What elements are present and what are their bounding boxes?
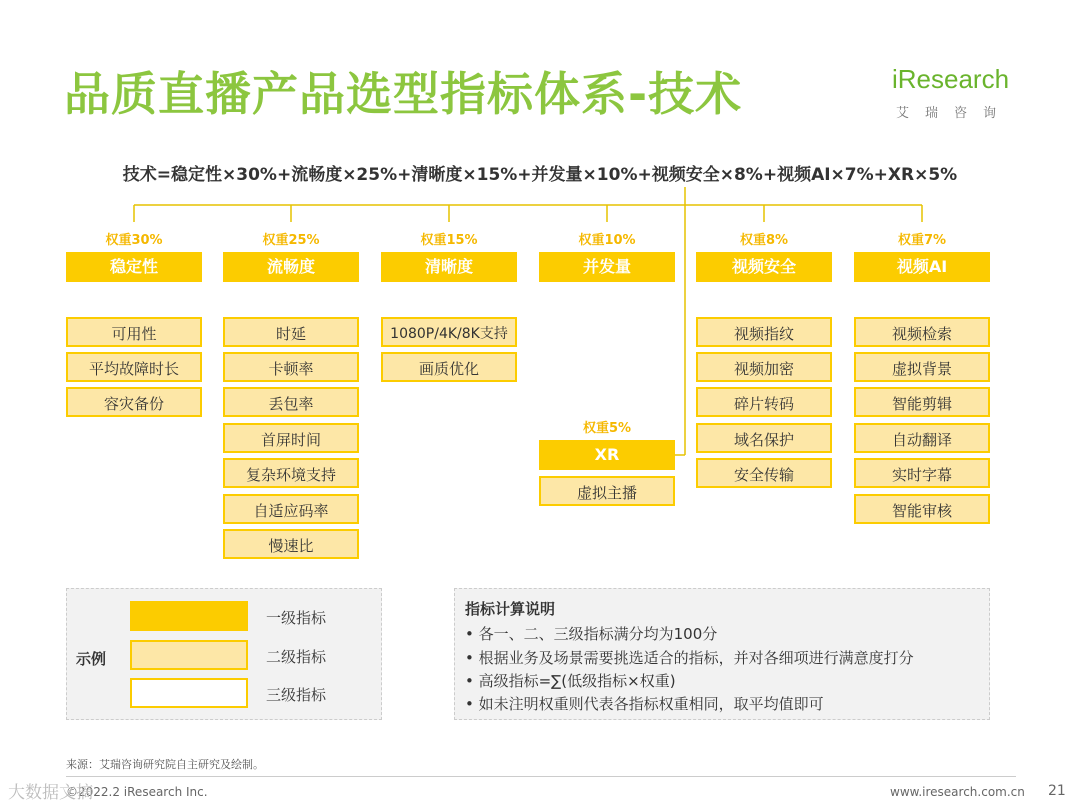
level2-item: 画质优化 bbox=[381, 352, 517, 382]
logo-wordmark: iResearch bbox=[892, 64, 1010, 94]
formula: 技术=稳定性×30%+流畅度×25%+清晰度×15%+并发量×10%+视频安全×8%+视频AI×7%+XR×5% bbox=[122, 165, 958, 185]
level1-fluency: 流畅度 bbox=[223, 252, 359, 282]
level2-item: 丢包率 bbox=[223, 387, 359, 417]
level2-item: 复杂环境支持 bbox=[223, 458, 359, 488]
watermark: 大数据文摘 bbox=[8, 783, 93, 803]
website-link[interactable]: www.iresearch.com.cn bbox=[890, 785, 1025, 799]
level2-item: 域名保护 bbox=[696, 423, 832, 453]
level1-xr: XR bbox=[539, 440, 675, 470]
level2-item: 1080P/4K/8K支持 bbox=[381, 317, 517, 347]
level2-item: 首屏时间 bbox=[223, 423, 359, 453]
weight-video-ai: 权重7% bbox=[897, 233, 947, 248]
level2-item: 虚拟背景 bbox=[854, 352, 990, 382]
weight-stability: 权重30% bbox=[105, 233, 163, 248]
level1-concurrency: 并发量 bbox=[539, 252, 675, 282]
legend-text-level3: 三级指标 bbox=[266, 686, 327, 704]
level2-item: 慢速比 bbox=[223, 529, 359, 559]
note-item: • 如未注明权重则代表各指标权重相同，取平均值即可 bbox=[465, 695, 824, 713]
legend-swatch-level2 bbox=[130, 640, 248, 670]
source-note: 来源：艾瑞咨询研究院自主研究及绘制。 bbox=[66, 758, 264, 771]
level2-item: 安全传输 bbox=[696, 458, 832, 488]
weight-clarity: 权重15% bbox=[420, 233, 478, 248]
legend-label: 示例 bbox=[76, 650, 107, 668]
weight-fluency: 权重25% bbox=[262, 233, 320, 248]
legend-text-level2: 二级指标 bbox=[266, 648, 327, 666]
note-item: • 高级指标=∑(低级指标×权重) bbox=[465, 672, 676, 690]
level1-stability: 稳定性 bbox=[66, 252, 202, 282]
footer-divider bbox=[66, 776, 1016, 777]
level2-item: 视频指纹 bbox=[696, 317, 832, 347]
level2-item: 卡顿率 bbox=[223, 352, 359, 382]
level2-item: 可用性 bbox=[66, 317, 202, 347]
notes-title: 指标计算说明 bbox=[465, 600, 556, 618]
level2-item: 自适应码率 bbox=[223, 494, 359, 524]
copyright: ©2022.2 iResearch Inc. bbox=[66, 785, 208, 799]
level1-clarity: 清晰度 bbox=[381, 252, 517, 282]
page-number: 21 bbox=[1048, 783, 1066, 799]
legend-text-level1: 一级指标 bbox=[266, 609, 327, 627]
note-item: • 各一、二、三级指标满分均为100分 bbox=[465, 625, 718, 643]
weight-video-security: 权重8% bbox=[739, 233, 789, 248]
weight-concurrency: 权重10% bbox=[578, 233, 636, 248]
level1-video-ai: 视频AI bbox=[854, 252, 990, 282]
level2-item: 实时字幕 bbox=[854, 458, 990, 488]
note-item: • 根据业务及场景需要挑选适合的指标，并对各细项进行满意度打分 bbox=[465, 649, 914, 667]
level2-item: 自动翻译 bbox=[854, 423, 990, 453]
level2-item: 虚拟主播 bbox=[539, 476, 675, 506]
page-title: 品质直播产品选型指标体系-技术 bbox=[64, 67, 743, 121]
legend-swatch-level1 bbox=[130, 601, 248, 631]
level2-item: 智能剪辑 bbox=[854, 387, 990, 417]
level2-item: 智能审核 bbox=[854, 494, 990, 524]
legend-swatch-level3 bbox=[130, 678, 248, 708]
weight-xr: 权重5% bbox=[582, 421, 632, 436]
level1-video-security: 视频安全 bbox=[696, 252, 832, 282]
level2-item: 时延 bbox=[223, 317, 359, 347]
level2-item: 视频检索 bbox=[854, 317, 990, 347]
level2-item: 平均故障时长 bbox=[66, 352, 202, 382]
logo-subtitle: 艾瑞咨询 bbox=[896, 106, 1013, 121]
level2-item: 碎片转码 bbox=[696, 387, 832, 417]
level2-item: 视频加密 bbox=[696, 352, 832, 382]
level2-item: 容灾备份 bbox=[66, 387, 202, 417]
